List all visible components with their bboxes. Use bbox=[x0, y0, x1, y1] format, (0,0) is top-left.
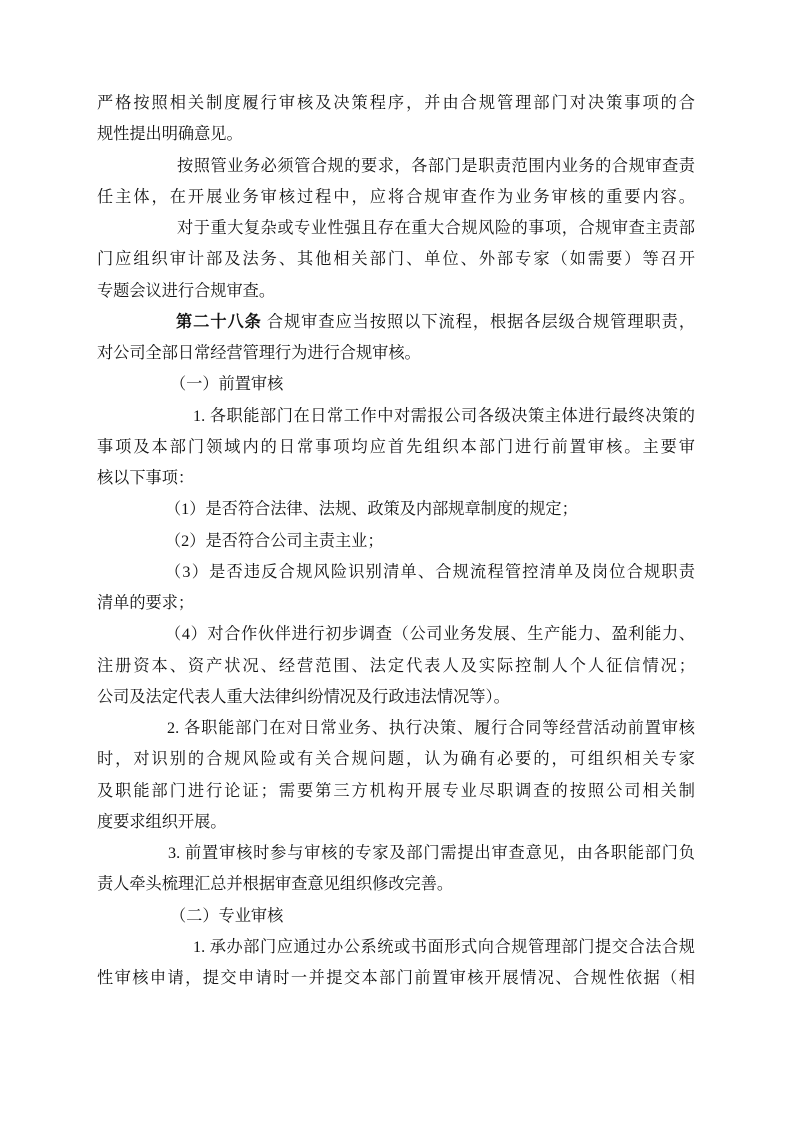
text-run: 度要求组织开展。 bbox=[97, 812, 227, 831]
text-line bbox=[97, 744, 695, 775]
text-line bbox=[97, 869, 695, 900]
text-run: 对于重大复杂或专业性强且存在重大合规风险的事项，合规审查主责部 bbox=[177, 219, 695, 237]
text-line bbox=[97, 401, 695, 432]
item-1-functional-departments-pre-review bbox=[97, 401, 695, 495]
subitem-1-laws-regulations bbox=[97, 494, 695, 525]
para-major-complex-matters bbox=[97, 213, 695, 307]
text-run: 规性提出明确意见。 bbox=[97, 125, 243, 144]
text-line bbox=[97, 88, 695, 119]
item-2-daily-business-pre-review bbox=[97, 713, 695, 838]
text-run: 3. 前置审核时参与审核的专家及部门需提出审查意见，由各职能部门负 bbox=[168, 844, 695, 862]
item-1-submit-application bbox=[97, 932, 695, 995]
article-number-bold: 第二十八条 bbox=[176, 312, 262, 331]
text-run: 1. 各职能部门在日常工作中对需报公司各级决策主体进行最终决策的 bbox=[193, 406, 695, 425]
text-line bbox=[97, 369, 695, 400]
text-run: （4）对合作伙伴进行初步调查（公司业务发展、生产能力、盈利能力、 bbox=[165, 625, 695, 644]
text-line bbox=[97, 244, 695, 275]
subitem-3-risk-lists bbox=[97, 557, 695, 620]
text-run: 合规审查应当按照以下流程，根据各层级合规管理职责， bbox=[261, 312, 695, 331]
text-line bbox=[97, 557, 695, 588]
text-line bbox=[97, 807, 695, 838]
para-continuation-strict-procedures bbox=[97, 88, 695, 151]
text-run: （二）专业审核 bbox=[170, 906, 284, 925]
text-line bbox=[97, 119, 695, 150]
text-run: 及职能部门进行论证；需要第三方机构开展专业尽职调查的按照公司相关制 bbox=[97, 781, 695, 800]
text-run: （3）是否违反合规风险识别清单、合规流程管控清单及岗位合规职责 bbox=[165, 562, 695, 581]
text-line bbox=[97, 963, 695, 994]
text-run: 核以下事项： bbox=[97, 469, 195, 487]
text-line bbox=[97, 463, 695, 494]
text-line bbox=[97, 151, 695, 182]
text-run: 严格按照相关制度履行审核及决策程序，并由合规管理部门对决策事项的合 bbox=[97, 94, 695, 112]
text-line bbox=[97, 182, 695, 213]
text-line bbox=[97, 838, 695, 869]
subitem-4-partner-investigation bbox=[97, 619, 695, 713]
text-run: 按照管业务必须管合规的要求，各部门是职责范围内业务的合规审查责 bbox=[177, 156, 695, 175]
text-line bbox=[97, 619, 695, 650]
text-line bbox=[97, 526, 695, 557]
text-run: 公司及法定代表人重大法律纠纷情况及行政违法情况等）。 bbox=[97, 687, 510, 706]
text-run: 专题会议进行合规审查。 bbox=[97, 281, 276, 300]
text-run: 门应组织审计部及法务、其他相关部门、单位、外部专家（如需要）等召开 bbox=[97, 250, 695, 269]
heading-section-2-professional-review bbox=[97, 901, 695, 932]
text-run: （1）是否符合法律、法规、政策及内部规章制度的规定； bbox=[165, 500, 578, 519]
document-body bbox=[97, 88, 695, 994]
text-line bbox=[97, 213, 695, 244]
text-line bbox=[97, 776, 695, 807]
text-line bbox=[97, 682, 695, 713]
text-line bbox=[97, 713, 695, 744]
text-line bbox=[97, 432, 695, 463]
text-run: 1. 承办部门应通过办公系统或书面形式向合规管理部门提交合法合规 bbox=[193, 937, 695, 956]
text-line bbox=[97, 307, 695, 338]
text-run: 对公司全部日常经营管理行为进行合规审核。 bbox=[97, 344, 421, 362]
text-line bbox=[97, 651, 695, 682]
para-manage-business-manage-compliance bbox=[97, 151, 695, 214]
text-run: 时，对识别的合规风险或有关合规问题，认为确有必要的，可组织相关专家 bbox=[97, 750, 695, 769]
text-run: 任主体，在开展业务审核过程中，应将合规审查作为业务审核的重要内容。 bbox=[97, 187, 695, 206]
text-line bbox=[97, 932, 695, 963]
para-article-28 bbox=[97, 307, 695, 370]
text-line bbox=[97, 276, 695, 307]
text-run: （2）是否符合公司主责主业； bbox=[165, 531, 384, 550]
text-line bbox=[97, 588, 695, 619]
text-run: 性审核申请，提交申请时一并提交本部门前置审核开展情况、合规性依据（相 bbox=[97, 969, 695, 987]
heading-section-1-pre-review bbox=[97, 369, 695, 400]
text-run: 清单的要求； bbox=[97, 594, 195, 612]
text-line bbox=[97, 494, 695, 525]
text-line bbox=[97, 901, 695, 932]
text-line bbox=[97, 338, 695, 369]
text-run: 事项及本部门领域内的日常事项均应首先组织本部门进行前置审核。主要审 bbox=[97, 437, 695, 456]
text-run: 责人牵头梳理汇总并根据审查意见组织修改完善。 bbox=[97, 875, 454, 894]
text-run: 2. 各职能部门在对日常业务、执行决策、履行合同等经营活动前置审核 bbox=[167, 719, 695, 737]
text-run: （一）前置审核 bbox=[170, 375, 284, 394]
subitem-2-main-business bbox=[97, 526, 695, 557]
item-3-review-opinions bbox=[97, 838, 695, 901]
text-run: 注册资本、资产状况、经营范围、法定代表人及实际控制人个人征信情况； bbox=[97, 656, 695, 675]
